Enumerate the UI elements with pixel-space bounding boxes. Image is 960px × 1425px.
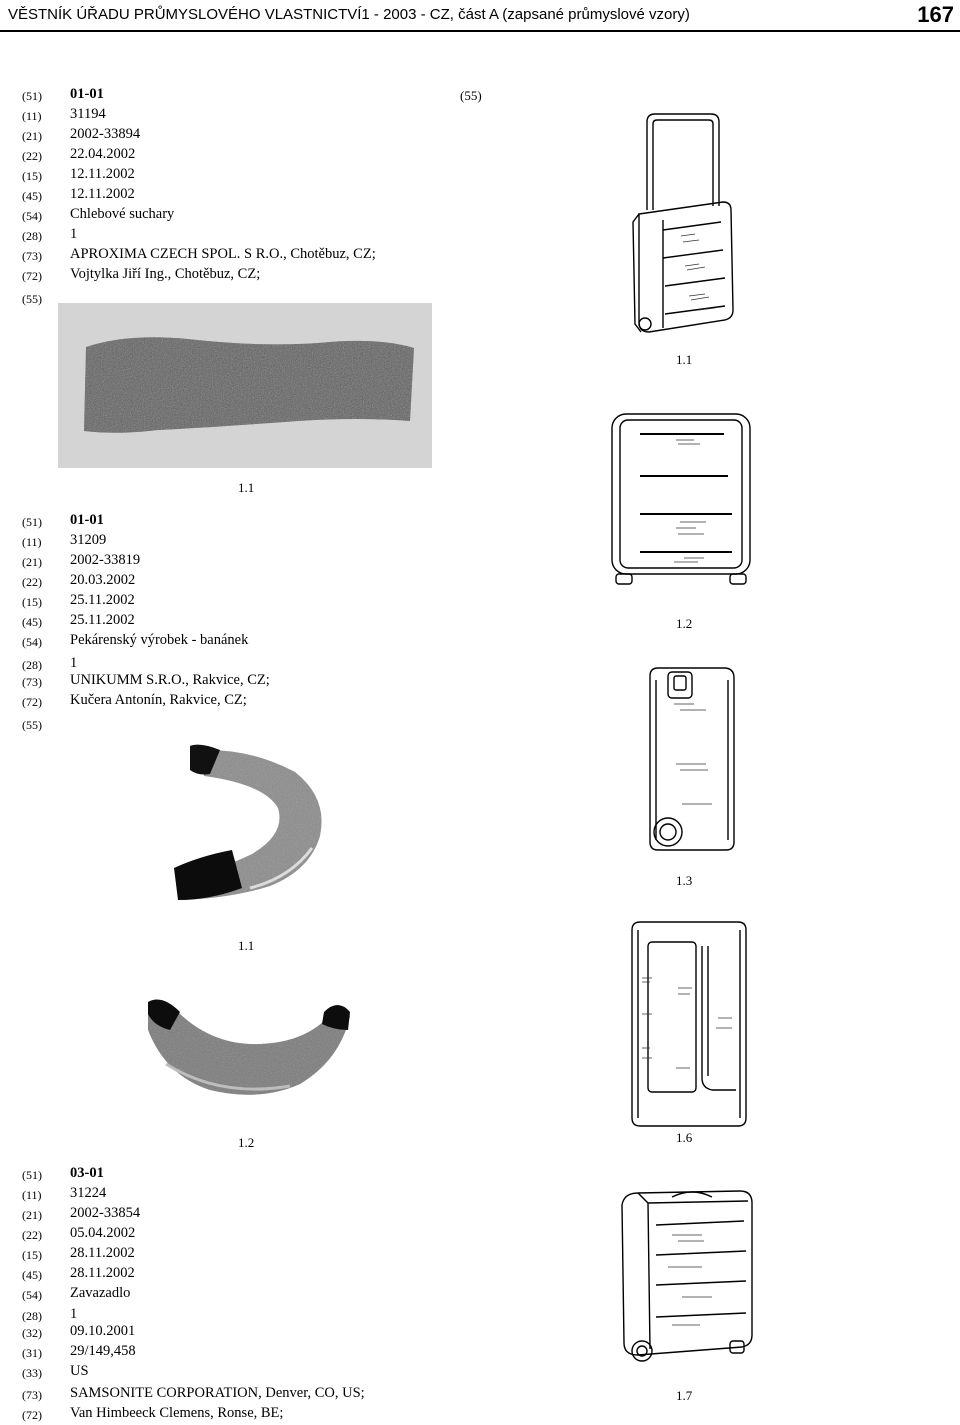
field-code: (33) xyxy=(22,1366,42,1380)
field-code: (11) xyxy=(22,109,42,123)
field-value: 03-01 xyxy=(70,1165,104,1181)
field-value: 12.11.2002 xyxy=(70,186,135,202)
field-code: (45) xyxy=(22,189,42,203)
suitcase-drawing-perspective xyxy=(625,110,745,338)
field-code: (72) xyxy=(22,1408,42,1422)
field-code: (28) xyxy=(22,658,42,672)
figure-caption: 1.1 xyxy=(238,480,255,495)
figure-caption: 1.3 xyxy=(676,873,693,888)
field-value: SAMSONITE CORPORATION, Denver, CO, US; xyxy=(70,1385,365,1401)
field-value: 29/149,458 xyxy=(70,1343,136,1359)
field-code: (51) xyxy=(22,89,42,103)
field-code: (73) xyxy=(22,249,42,263)
field-value: 01-01 xyxy=(70,86,104,102)
field-value: 2002-33894 xyxy=(70,126,141,142)
field-code: (72) xyxy=(22,269,42,283)
field-code: (51) xyxy=(22,1168,42,1182)
field-code: (11) xyxy=(22,535,42,549)
field-value: Kučera Antonín, Rakvice, CZ; xyxy=(70,692,247,708)
figure-caption: 1.2 xyxy=(238,1135,255,1150)
field-code: (15) xyxy=(22,1248,42,1262)
field-code: (32) xyxy=(22,1326,42,1340)
field-code: (22) xyxy=(22,1228,42,1242)
field-value: 28.11.2002 xyxy=(70,1265,135,1281)
field-value: 01-01 xyxy=(70,512,104,528)
field-value: Vojtylka Jiří Ing., Chotěbuz, CZ; xyxy=(70,266,261,282)
field-code: (55) xyxy=(22,292,42,306)
suitcase-drawing-back xyxy=(618,918,756,1130)
field-value: 1 xyxy=(70,1306,78,1322)
field-value: 31224 xyxy=(70,1185,107,1201)
field-code: (31) xyxy=(22,1346,42,1360)
field-value: 09.10.2001 xyxy=(70,1323,136,1339)
field-value: 20.03.2002 xyxy=(70,572,136,588)
figure-caption: 1.6 xyxy=(676,1130,693,1145)
figure-label-55: (55) xyxy=(460,88,482,103)
field-value: 2002-33854 xyxy=(70,1205,141,1221)
field-code: (72) xyxy=(22,695,42,709)
figure-caption: 1.2 xyxy=(676,616,693,631)
field-code: (21) xyxy=(22,129,42,143)
banana-pastry-photo-2 xyxy=(140,990,360,1105)
field-code: (45) xyxy=(22,615,42,629)
field-value: 05.04.2002 xyxy=(70,1225,136,1241)
field-value: 31209 xyxy=(70,532,107,548)
field-code: (28) xyxy=(22,1309,42,1323)
header-divider xyxy=(0,30,960,32)
field-code: (22) xyxy=(22,149,42,163)
field-value: 22.04.2002 xyxy=(70,146,136,162)
field-value: 28.11.2002 xyxy=(70,1245,135,1261)
field-code: (54) xyxy=(22,1288,42,1302)
figure-caption: 1.1 xyxy=(238,938,255,953)
field-value: 1 xyxy=(70,226,78,242)
field-code: (55) xyxy=(22,718,42,732)
figure-caption: 1.7 xyxy=(676,1388,693,1403)
field-code: (22) xyxy=(22,575,42,589)
journal-title: VĚSTNÍK ÚŘADU PRŮMYSLOVÉHO VLASTNICTVÍ1 - 2003 - CZ, část A (zapsané průmyslové vzory) xyxy=(8,6,690,23)
field-value: 1 xyxy=(70,655,78,671)
page-number: 167 xyxy=(917,2,954,27)
field-value: UNIKUMM S.R.O., Rakvice, CZ; xyxy=(70,672,270,688)
field-code: (73) xyxy=(22,675,42,689)
suitcase-drawing-front xyxy=(606,410,756,588)
field-value: Zavazadlo xyxy=(70,1285,131,1301)
field-value: 31194 xyxy=(70,106,106,122)
banana-pastry-photo-1 xyxy=(160,738,360,913)
field-code: (21) xyxy=(22,555,42,569)
field-code: (54) xyxy=(22,635,42,649)
field-code: (15) xyxy=(22,169,42,183)
suitcase-drawing-side xyxy=(640,664,740,862)
field-code: (11) xyxy=(22,1188,42,1202)
field-code: (51) xyxy=(22,515,42,529)
field-value: Van Himbeeck Clemens, Ronse, BE; xyxy=(70,1405,284,1421)
field-code: (15) xyxy=(22,595,42,609)
field-value: 25.11.2002 xyxy=(70,612,135,628)
field-value: 12.11.2002 xyxy=(70,166,135,182)
page-header xyxy=(0,0,960,32)
field-value: APROXIMA CZECH SPOL. S R.O., Chotěbuz, CZ; xyxy=(70,246,376,262)
field-value: Chlebové suchary xyxy=(70,206,175,222)
suitcase-drawing-perspective-2 xyxy=(612,1185,762,1370)
field-value: 25.11.2002 xyxy=(70,592,135,608)
field-code: (21) xyxy=(22,1208,42,1222)
rusk-photo xyxy=(58,303,432,468)
field-code: (54) xyxy=(22,209,42,223)
figure-caption: 1.1 xyxy=(676,352,693,367)
field-code: (28) xyxy=(22,229,42,243)
field-code: (45) xyxy=(22,1268,42,1282)
field-value: 2002-33819 xyxy=(70,552,141,568)
field-value: US xyxy=(70,1363,89,1379)
field-value: Pekárenský výrobek - banánek xyxy=(70,632,249,648)
field-code: (73) xyxy=(22,1388,42,1402)
